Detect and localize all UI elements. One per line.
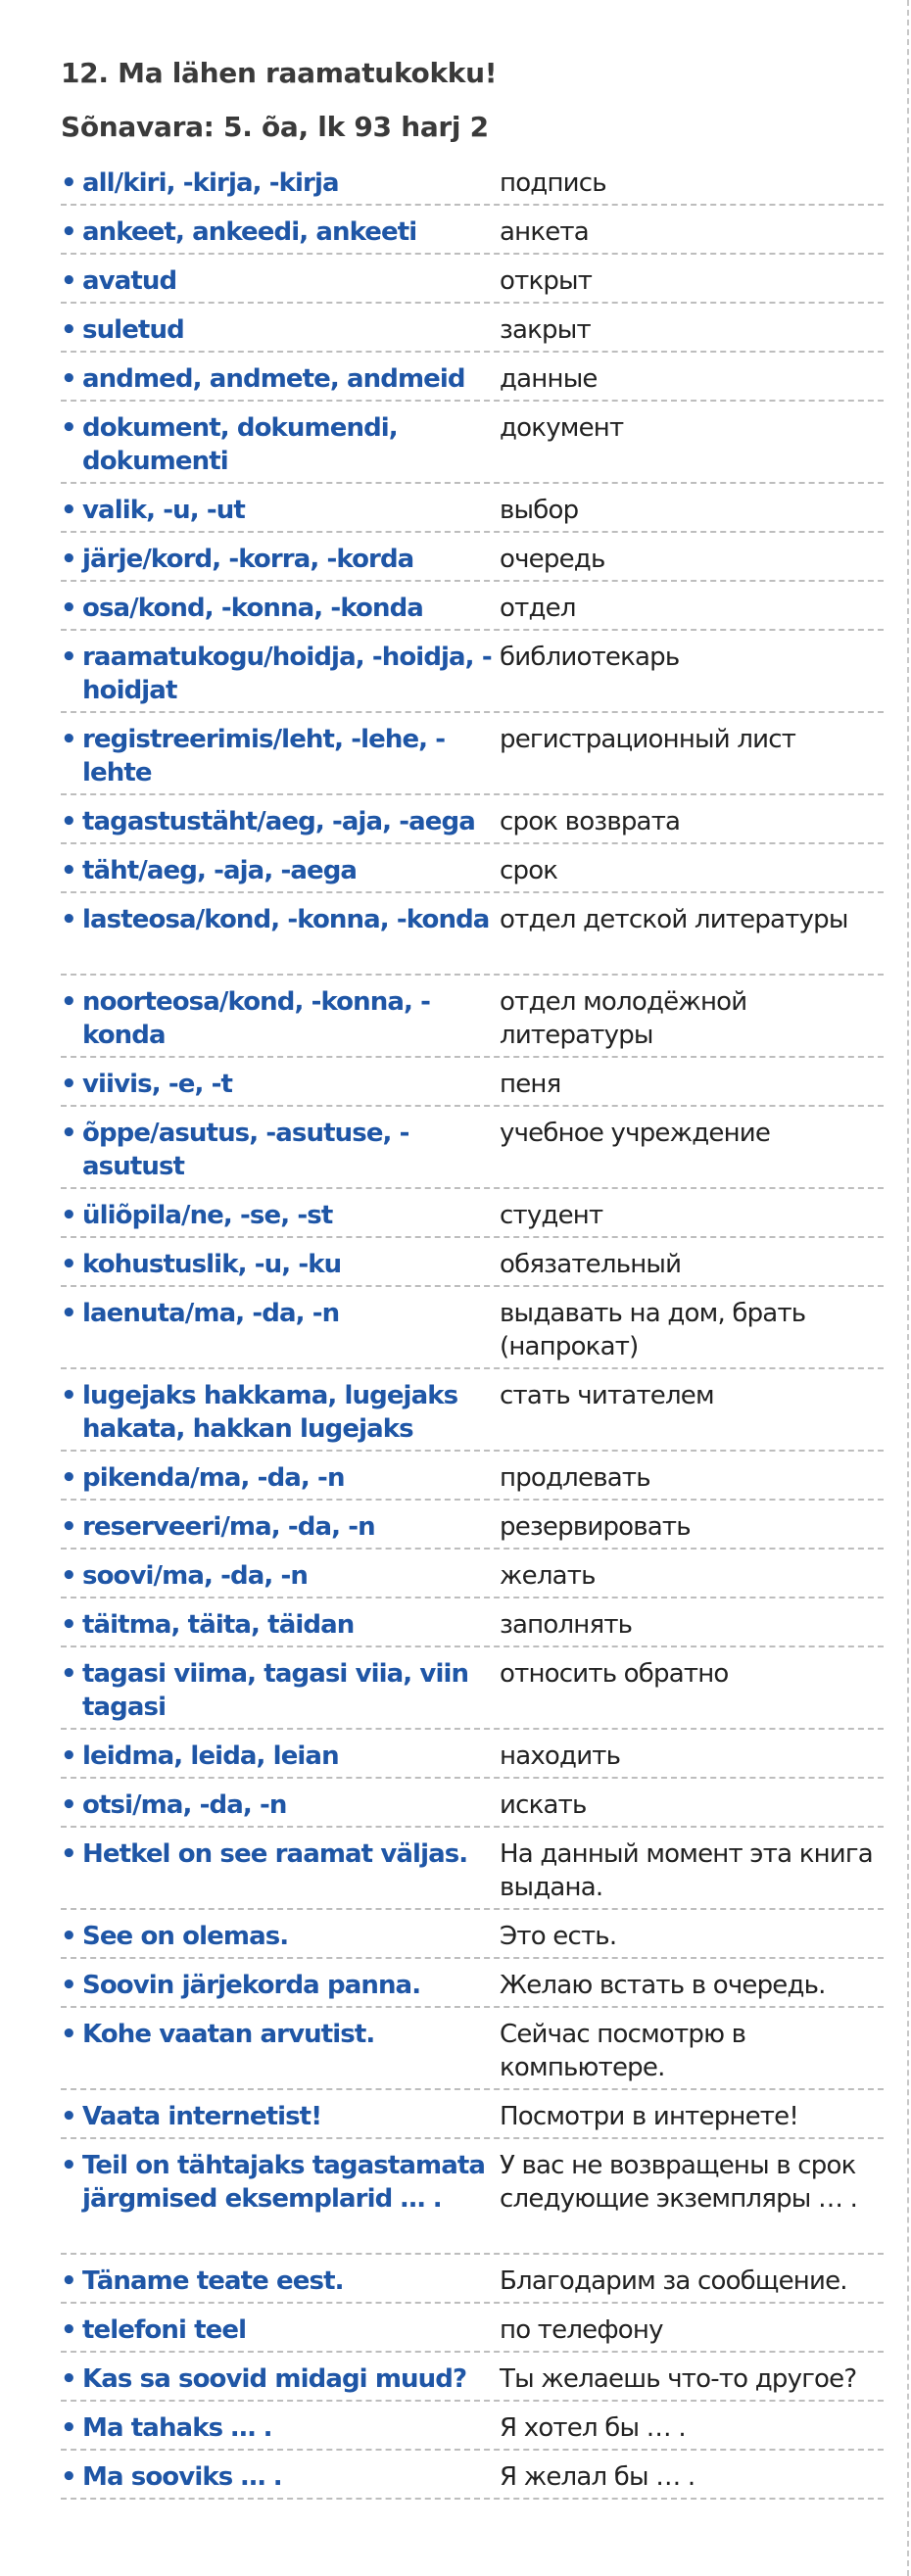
estonian-term: Teil on tähtajaks tagastamata järgmised eksemplarid … .	[82, 2151, 486, 2214]
vocab-entry	[61, 795, 884, 844]
vocab-entry	[61, 1779, 884, 1828]
bullet-icon: •	[61, 496, 77, 525]
bullet-icon: •	[61, 807, 77, 836]
vocab-entry	[61, 1910, 884, 1959]
vocab-entry	[61, 1287, 884, 1369]
bullet-icon: •	[61, 364, 77, 394]
page-header	[61, 54, 884, 147]
vocab-entry	[61, 631, 884, 713]
russian-translation: Благодарим за сообщение.	[500, 2266, 847, 2296]
estonian-term: pikenda/ma, -da, -n	[82, 1463, 345, 1493]
estonian-term: otsi/ma, -da, -n	[82, 1790, 287, 1820]
estonian-term: soovi/ma, -da, -n	[82, 1561, 308, 1591]
estonian-term: valik, -u, -ut	[82, 496, 245, 525]
estonian-term: üliõpila/ne, -se, -st	[82, 1201, 333, 1230]
vocab-entry	[61, 1550, 884, 1598]
russian-translation: Это есть.	[500, 1922, 617, 1951]
bullet-icon: •	[61, 2413, 77, 2443]
estonian-term: lasteosa/kond, -konna, -konda	[82, 905, 490, 934]
estonian-term: Vaata internetist!	[82, 2102, 322, 2131]
estonian-term: leidma, leida, leian	[82, 1741, 339, 1771]
russian-translation: заполнять	[500, 1610, 633, 1640]
russian-translation: продлевать	[500, 1463, 650, 1493]
estonian-term: ankeet, ankeedi, ankeeti	[82, 217, 417, 247]
bullet-icon: •	[61, 2020, 77, 2049]
vocab-entry	[61, 1238, 884, 1287]
bullet-icon: •	[61, 1971, 77, 2000]
russian-translation: стать читателем	[500, 1381, 714, 1410]
estonian-term: kohustuslik, -u, -ku	[82, 1250, 342, 1279]
vocab-entry	[61, 2255, 884, 2304]
estonian-term: all/kiri, -kirja, -kirja	[82, 168, 339, 198]
vocab-entry	[61, 533, 884, 582]
bullet-icon: •	[61, 1561, 77, 1591]
estonian-term: tagasi viima, tagasi viia, viin tagasi	[82, 1659, 469, 1722]
estonian-term: Kohe vaatan arvutist.	[82, 2020, 375, 2049]
vocab-entry	[61, 1501, 884, 1550]
estonian-term: Kas sa soovid midagi muud?	[82, 2364, 467, 2394]
bullet-icon: •	[61, 1659, 77, 1689]
bullet-icon: •	[61, 725, 77, 754]
bullet-icon: •	[61, 1512, 77, 1542]
vocab-entry	[61, 2008, 884, 2090]
vocab-entry	[61, 1730, 884, 1779]
vocab-entry	[61, 2304, 884, 2353]
vocab-entry	[61, 2353, 884, 2402]
russian-translation: Я желал бы … .	[500, 2462, 695, 2492]
russian-translation: Желаю встать в очередь.	[500, 1971, 826, 2000]
vocab-entry	[61, 713, 884, 795]
vocab-entry	[61, 2139, 884, 2255]
russian-translation: отдел	[500, 594, 576, 623]
estonian-term: Soovin järjekorda panna.	[82, 1971, 421, 2000]
vocab-entry	[61, 976, 884, 1058]
estonian-term: registreerimis/leht, -lehe, -lehte	[82, 725, 446, 787]
vocabulary-list	[61, 157, 884, 2500]
russian-translation: библиотекарь	[500, 643, 680, 672]
vocab-entry	[61, 1647, 884, 1730]
russian-translation: подпись	[500, 168, 606, 198]
russian-translation: документ	[500, 413, 624, 443]
bullet-icon: •	[61, 2151, 77, 2180]
estonian-term: telefoni teel	[82, 2315, 247, 2345]
bullet-icon: •	[61, 856, 77, 885]
estonian-term: osa/kond, -konna, -konda	[82, 594, 423, 623]
russian-translation: срок	[500, 856, 558, 885]
russian-translation: анкета	[500, 217, 589, 247]
estonian-term: suletud	[82, 315, 184, 345]
estonian-term: See on olemas.	[82, 1922, 289, 1951]
russian-translation: открыт	[500, 266, 593, 296]
bullet-icon: •	[61, 2462, 77, 2492]
russian-translation: Сейчас посмотрю в компьютере.	[500, 2020, 746, 2082]
vocab-entry	[61, 1452, 884, 1501]
vocab-entry	[61, 206, 884, 255]
estonian-term: avatud	[82, 266, 177, 296]
estonian-term: reserveeri/ma, -da, -n	[82, 1512, 375, 1542]
russian-translation: отдел детской литературы	[500, 905, 848, 934]
vocab-entry	[61, 402, 884, 484]
bullet-icon: •	[61, 1922, 77, 1951]
bullet-icon: •	[61, 1119, 77, 1148]
estonian-term: dokument, dokumendi, dokumenti	[82, 413, 398, 476]
russian-translation: резервировать	[500, 1512, 691, 1542]
russian-translation: пеня	[500, 1070, 561, 1099]
bullet-icon: •	[61, 1201, 77, 1230]
vocab-entry	[61, 582, 884, 631]
estonian-term: laenuta/ma, -da, -n	[82, 1299, 340, 1328]
russian-translation: выдавать на дом, брать (напрокат)	[500, 1299, 806, 1361]
russian-translation: отдел молодёжной литературы	[500, 987, 747, 1050]
vocab-entry	[61, 2402, 884, 2451]
vocab-entry	[61, 484, 884, 533]
vocab-entry	[61, 304, 884, 353]
russian-translation: относить обратно	[500, 1659, 729, 1689]
estonian-term: tagastustäht/aeg, -aja, -aega	[82, 807, 475, 836]
vocab-entry	[61, 353, 884, 402]
russian-translation: У вас не возвращены в срок следующие экземпляры … .	[500, 2151, 858, 2214]
estonian-term: täitma, täita, täidan	[82, 1610, 355, 1640]
russian-translation: желать	[500, 1561, 596, 1591]
vocab-entry	[61, 1107, 884, 1189]
russian-translation: Я хотел бы … .	[500, 2413, 686, 2443]
vocab-entry	[61, 893, 884, 976]
bullet-icon: •	[61, 2266, 77, 2296]
estonian-term: raamatukogu/hoidja, -hoidja, -hoidjat	[82, 643, 492, 705]
bullet-icon: •	[61, 643, 77, 672]
vocab-entry	[61, 157, 884, 206]
vocab-entry	[61, 2451, 884, 2500]
estonian-term: õppe/asutus, -asutuse, -asutust	[82, 1119, 409, 1181]
russian-translation: регистрационный лист	[500, 725, 796, 754]
bullet-icon: •	[61, 1381, 77, 1410]
bullet-icon: •	[61, 168, 77, 198]
bullet-icon: •	[61, 266, 77, 296]
bullet-icon: •	[61, 2315, 77, 2345]
russian-translation: учебное учреждение	[500, 1119, 771, 1148]
vocab-entry	[61, 1189, 884, 1238]
vocab-entry	[61, 1959, 884, 2008]
estonian-term: järje/kord, -korra, -korda	[82, 545, 414, 574]
vocab-entry	[61, 2090, 884, 2139]
bullet-icon: •	[61, 1610, 77, 1640]
estonian-term: Ma sooviks … .	[82, 2462, 282, 2492]
russian-translation: находить	[500, 1741, 621, 1771]
russian-translation: Посмотри в интернете!	[500, 2102, 798, 2131]
estonian-term: lugejaks hakkama, lugejaks hakata, hakkan lugejaks	[82, 1381, 458, 1444]
bullet-icon: •	[61, 2364, 77, 2394]
russian-translation: закрыт	[500, 315, 591, 345]
bullet-icon: •	[61, 1250, 77, 1279]
bullet-icon: •	[61, 1741, 77, 1771]
page-edge-rule	[907, 0, 909, 2576]
bullet-icon: •	[61, 1839, 77, 1869]
estonian-term: täht/aeg, -aja, -aega	[82, 856, 358, 885]
bullet-icon: •	[61, 315, 77, 345]
bullet-icon: •	[61, 1299, 77, 1328]
russian-translation: Ты желаешь что-то другое?	[500, 2364, 857, 2394]
vocab-entry	[61, 844, 884, 893]
estonian-term: viivis, -e, -t	[82, 1070, 233, 1099]
russian-translation: выбор	[500, 496, 579, 525]
bullet-icon: •	[61, 987, 77, 1017]
bullet-icon: •	[61, 905, 77, 934]
bullet-icon: •	[61, 1463, 77, 1493]
estonian-term: andmed, andmete, andmeid	[82, 364, 465, 394]
vocab-entry	[61, 1828, 884, 1910]
bullet-icon: •	[61, 217, 77, 247]
russian-translation: обязательный	[500, 1250, 682, 1279]
russian-translation: На данный момент эта книга выдана.	[500, 1839, 873, 1902]
russian-translation: искать	[500, 1790, 587, 1820]
page-subtitle: Sõnavara: 5. õa, lk 93 harj 2	[61, 111, 489, 143]
bullet-icon: •	[61, 1070, 77, 1099]
russian-translation: студент	[500, 1201, 603, 1230]
vocab-entry	[61, 1369, 884, 1452]
estonian-term: noorteosa/kond, -konna, -konda	[82, 987, 431, 1050]
bullet-icon: •	[61, 2102, 77, 2131]
estonian-term: Hetkel on see raamat väljas.	[82, 1839, 468, 1869]
bullet-icon: •	[61, 594, 77, 623]
bullet-icon: •	[61, 413, 77, 443]
russian-translation: очередь	[500, 545, 605, 574]
estonian-term: Ma tahaks … .	[82, 2413, 272, 2443]
vocab-entry	[61, 255, 884, 304]
bullet-icon: •	[61, 545, 77, 574]
bullet-icon: •	[61, 1790, 77, 1820]
estonian-term: Täname teate eest.	[82, 2266, 344, 2296]
russian-translation: по телефону	[500, 2315, 663, 2345]
page-title: 12. Ma lähen raamatukokku!	[61, 57, 498, 89]
russian-translation: данные	[500, 364, 598, 394]
vocab-entry	[61, 1598, 884, 1647]
russian-translation: срок возврата	[500, 807, 681, 836]
vocab-entry	[61, 1058, 884, 1107]
